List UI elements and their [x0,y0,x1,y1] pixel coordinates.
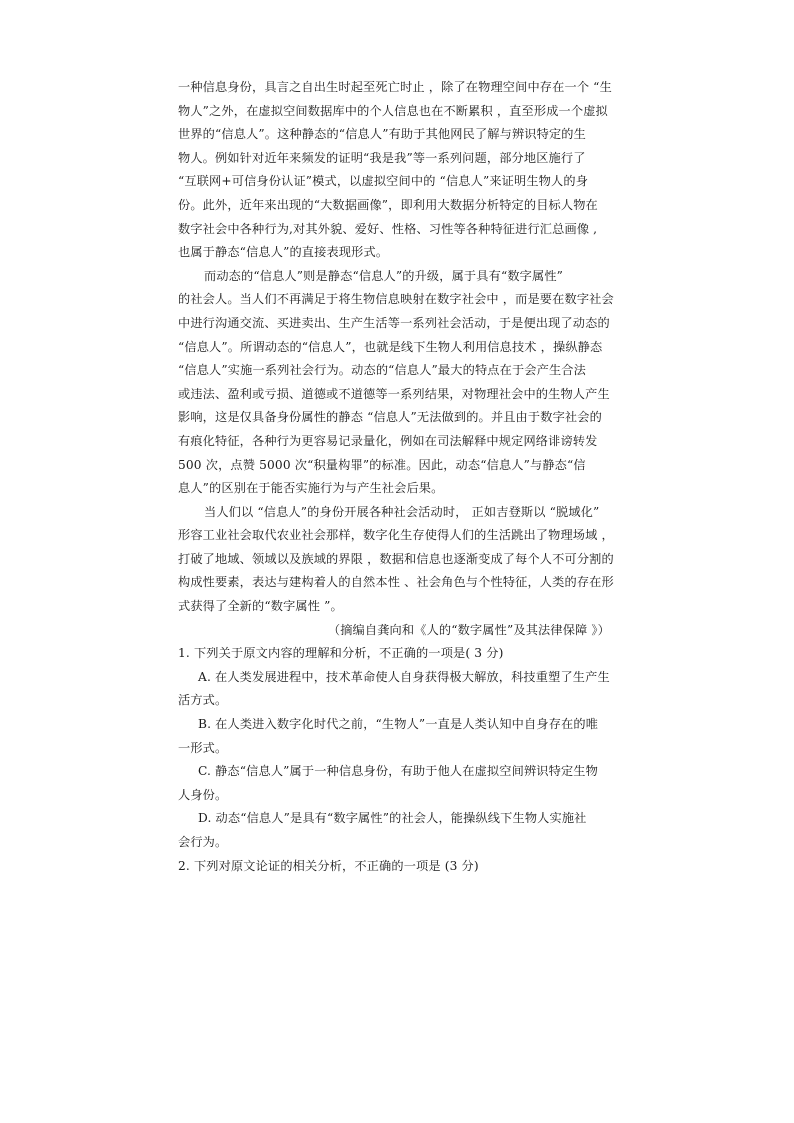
text-line: 500 次，点赞 5000 次“积量构罪”的标准。因此，动态“信息人”与静态“信 [178,457,586,472]
text-line: 或违法、盈利或亏损、道德或不道德等一系列结果，对物理社会中的生物人产生 [178,386,610,401]
question-2: 2. 下列对原文论证的相关分析，不正确的一项是 (3 分) [178,858,479,873]
text-line: 中进行沟通交流、买进卖出、生产生活等一系列社会活动，于是便出现了动态的 [178,315,610,330]
option-d: D. 动态“信息人”是具有“数字属性”的社会人，能操纵线下生物人实施社 [198,811,587,826]
text-line: 有痕化特征，各种行为更容易记录量化，例如在司法解释中规定网络诽谤转发 [178,433,598,448]
text-line: 打破了地域、领域以及族域的界限 ，数据和信息也逐渐变成了每个人不可分割的 [178,551,614,566]
text-line: 构成性要素，表达与建构着人的自然本性 、社会角色与个性特征，人类的存在形 [178,575,614,590]
text-line: 息人”的区别在于能否实施行为与产生社会后果。 [178,481,444,496]
option-c-continued: 人身份。 [178,787,228,802]
text-line: 世界的“信息人”。这种静态的“信息人”有助于其他网民了解与辨识特定的生 [178,127,586,142]
option-d-continued: 会行为。 [178,835,228,849]
option-a: A. 在人类发展进程中，技术革命使人自身获得极大解放，科技重塑了生产生 [198,669,610,684]
paragraph-start-line: 而动态的“信息人”则是静态“信息人”的升级，属于具有“数字属性” [204,268,564,283]
text-line: 一种信息身份，具言之自出生时起至死亡时止 ，除了在物理空间中存在一个 “生 [178,80,612,94]
option-c: C. 静态“信息人”属于一种信息身份，有助于他人在虚拟空间辨识特定生物 [198,764,598,779]
text-line: “信息人”。所谓动态的“信息人”，也就是线下生物人利用信息技术 ，操纵静态 [178,339,603,354]
question-1: 1. 下列关于原文内容的理解和分析，不正确的一项是( 3 分) [178,646,504,661]
text-line: 也属于静态“信息人”的直接表现形式。 [178,245,389,260]
option-a-continued: 活方式。 [178,693,228,708]
text-line: 式获得了全新的“数字属性 ”。 [178,599,343,614]
text-line: “互联网+可信身份认证”模式，以虚拟空间中的 “信息人”来证明生物人的身 [178,174,589,189]
option-b: B. 在人类进入数字化时代之前，“生物人”一直是人类认知中自身存在的唯 [198,717,599,732]
text-line: 影响，这是仅具备身份属性的静态 “信息人”无法做到的。并且由于数字社会的 [178,410,602,425]
text-line: 物人。例如针对近年来频发的证明“我是我”等一系列问题，部分地区施行了 [178,150,586,165]
option-b-continued: 一形式。 [178,740,228,755]
text-line: “信息人”实施一系列社会行为。动态的“信息人”最大的特点在于会产生合法 [178,363,586,378]
paragraph-start-line: 当人们以 “信息人”的身份开展各种社会活动时， 正如吉登斯以 “脱域化” [204,504,600,519]
source-citation: （摘编自龚向和《人的“数字属性”及其法律保障 》） [327,622,610,637]
text-line: 份。此外，近年来出现的“大数据画像”，即利用大数据分析特定的目标人物在 [178,197,598,212]
text-line: 数字社会中各种行为,对其外貌、爱好、性格、习性等各种特征进行汇总画像 , [178,221,598,236]
text-line: 物人”之外，在虚拟空间数据库中的个人信息也在不断累积 ，直至形成一个虚拟 [178,103,608,118]
text-line: 的社会人。当人们不再满足于将生物信息映射在数字社会中 ，而是要在数字社会 [178,292,614,307]
text-line: 形容工业社会取代农业社会那样，数字化生存使得人们的生活跳出了物理场域 ， [178,528,614,543]
document-page [178,76,624,878]
